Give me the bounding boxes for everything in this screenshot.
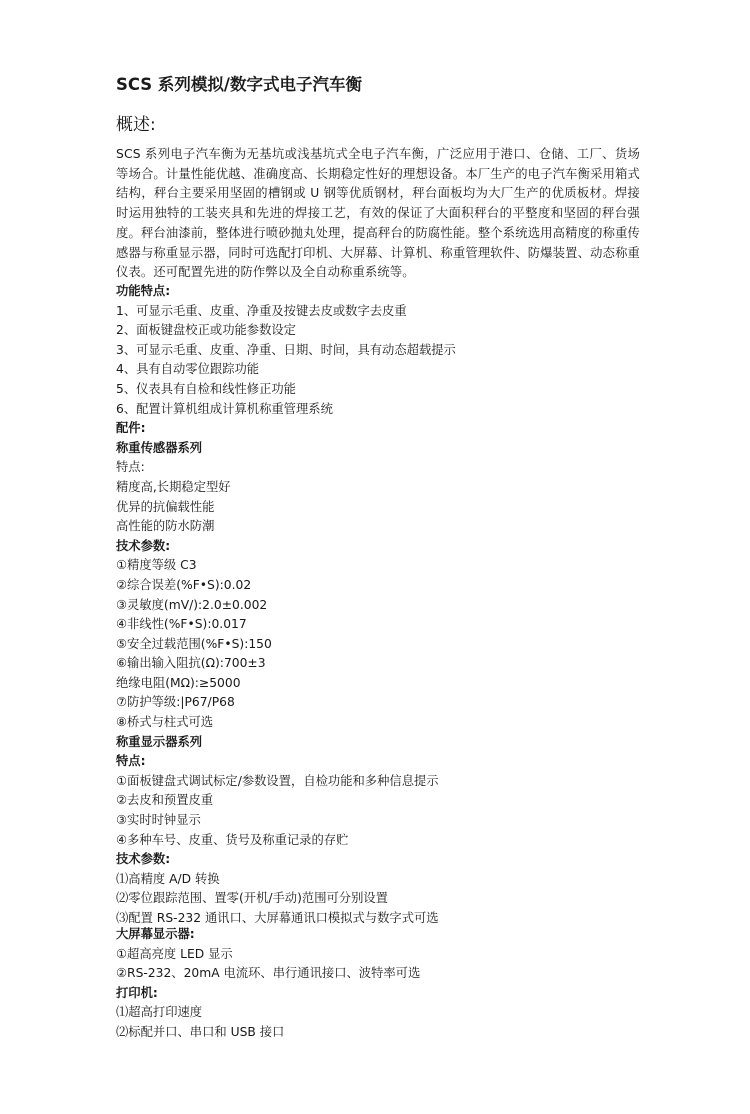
printer-spec: ⑴超高打印速度 [116,1005,203,1020]
feature-item: 5、仪表具有自检和线性修正功能 [116,381,296,396]
big-display-spec: ②RS-232、20mA 电流环、串行通讯接口、波特率可选 [116,966,421,981]
indicator-spec: ⑶配置 RS-232 通讯口、大屏幕通讯口模拟式与数字式可选 [116,911,439,925]
indicator-spec: ⑴高精度 A/D 转换 [116,871,220,886]
load-cell-feature: 优异的抗偏载性能 [116,499,215,514]
load-cell-spec: ③灵敏度(mV/):2.0±0.002 [116,597,268,612]
overview-paragraph: SCS 系列电子汽车衡为无基坑或浅基坑式全电子汽车衡，广泛应用于港口、仓储、工厂、货场等场合。计量性能优越、准确度高、长期稳定性好的理想设备。本厂生产的电子汽车衡采用箱式结构，秤台主要采用坚固的槽钢或 U 钢等优质钢材，秤台面板均为大厂生产的优质板材。焊接时运用独特的工装夹具和先进的焊接工艺，有效的保证了大面积秤台的平整度和坚固的秤台强度。秤台油漆前，整体进行喷砂抛丸处理，提高秤台的防腐性能。整个系统选用高精度的称重传感器与称重显示器，同时可选配打印机、大屏幕、计算机、称重管理软件、防爆装置、动态称重仪表。还可配置先进的防作弊以及全自动称重系统等。 [116,147,640,280]
load-cell-heading: 称重传感器系列 [116,440,203,455]
accessories-heading: 配件: [116,421,146,436]
load-cell-spec: ⑤安全过载范围(%F•S):150 [116,636,272,651]
load-cell-spec: ⑥输出输入阻抗(Ω):700±3 [116,656,266,671]
printer-heading: 打印机: [116,985,158,1000]
indicator-feature: ④多种车号、皮重、货号及称重记录的存贮 [116,832,349,847]
load-cell-spec: ②综合误差(%F•S):0.02 [116,577,252,592]
feature-item: 6、配置计算机组成计算机称重管理系统 [116,401,333,416]
load-cell-feature: 高性能的防水防潮 [116,519,215,534]
load-cell-spec: ⑦防护等级:|P67/P68 [116,695,235,710]
big-display-spec: ①超高亮度 LED 显示 [116,946,233,961]
load-cell-spec: 绝缘电阻(MΩ):≥5000 [116,675,241,690]
load-cell-specs-heading: 技术参数: [116,538,171,553]
document-title: SCS 系列模拟/数字式电子汽车衡 [116,75,362,94]
spec-list [116,282,676,1043]
indicator-feature: ①面板键盘式调试标定/参数设置，自检功能和多种信息提示 [116,773,439,788]
load-cell-feature: 精度高,长期稳定型好 [116,479,231,494]
big-display-heading: 大屏幕显示器: [116,927,195,941]
printer-spec: ⑵标配并口、串口和 USB 接口 [116,1024,285,1039]
indicator-feature: ③实时时钟显示 [116,813,201,828]
indicator-feature: ②去皮和预置皮重 [116,793,214,808]
load-cell-features-label: 特点: [116,460,145,475]
feature-item: 1、可显示毛重、皮重、净重及按键去皮或数字去皮重 [116,303,407,318]
load-cell-spec: ⑧桥式与柱式可选 [116,715,214,730]
indicator-heading: 称重显示器系列 [116,734,203,749]
indicator-features-label: 特点: [116,754,146,769]
load-cell-spec: ①精度等级 C3 [116,558,197,573]
feature-item: 2、面板键盘校正或功能参数设定 [116,323,296,338]
indicator-spec: ⑵零位跟踪范围、置零(开机/手动)范围可分别设置 [116,891,388,906]
overview-heading: 概述: [116,115,156,135]
indicator-specs-heading: 技术参数: [116,852,171,867]
features-heading: 功能特点: [116,284,171,298]
feature-item: 3、可显示毛重、皮重、净重、日期、时间，具有动态超载提示 [116,342,456,357]
feature-item: 4、具有自动零位跟踪功能 [116,362,260,377]
load-cell-spec: ④非线性(%F•S):0.017 [116,617,247,632]
